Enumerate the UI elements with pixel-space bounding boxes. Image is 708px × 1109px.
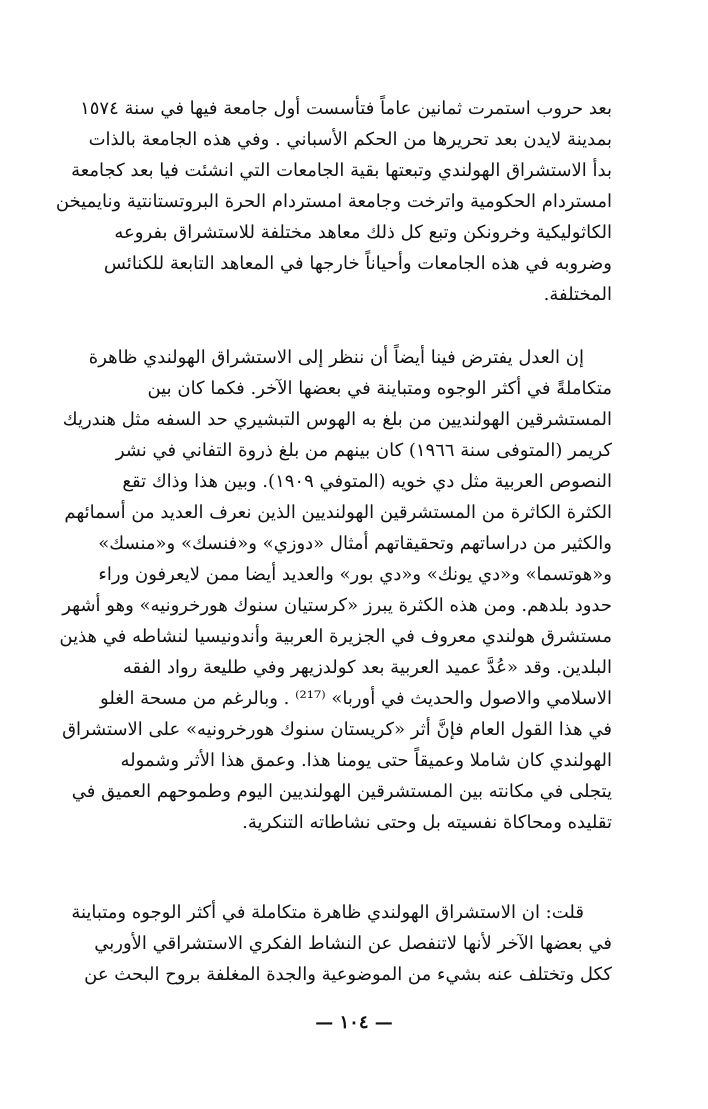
text-line: المستشرقين الهولنديين من بلغ به الهوس التبشيري حد السفه مثل هندريك (62, 409, 612, 430)
page-number: — ١٠٤ — (315, 1012, 393, 1033)
text-line: يتجلى في مكانته بين المستشرقين الهولنديين اليوم وطموحهم العميق في (71, 781, 612, 802)
text-line: الاسلامي والاصول والحديث في أوربا» ⁽²¹⁷⁾ . وبالرغم من مسحة الغلو (100, 688, 612, 709)
text-line: قلت: ان الاستشراق الهولندي ظاهرة متكاملة في أكثر الوجوه ومتباينة (71, 902, 584, 923)
text-line: وضروبه في هذه الجامعات وأحياناً خارجها في المعاهد التابعة للكنائس (103, 253, 612, 274)
text-line: الكاثوليكية وخرونكن وتبع كل ذلك معاهد مختلفة للاستشراق بفروعه (114, 222, 612, 243)
text-line: إن العدل يفترض فينا أيضاً أن ننظر إلى الاستشراق الهولندي ظاهرة (88, 347, 584, 368)
text-line: مستشرق هولندي معروف في الجزيرة العربية وأندونيسيا لنشاطه في هذين (59, 626, 612, 647)
text-line: في هذا القول العام فإنَّ أثر «كريستان سنوك هورخرونيه» على الاستشراق (62, 719, 612, 740)
text-line: ككل وتختلف عنه بشيء من الموضوعية والجدة المغلفة بروح البحث عن (84, 964, 612, 985)
text-line: متكاملةً في أكثر الوجوه ومتباينة في بعضها الآخر. فكما كان بين (147, 378, 612, 399)
text-line: كريمر (المتوفى سنة ١٩٦٦) كان بينهم من بلغ ذروة التفاني في نشر (115, 440, 612, 461)
paragraph-1 (55, 93, 612, 310)
text-line: الهولندي كان شاملا وعميقاً حتى يومنا هذا. وعمق هذا الأثر وشموله (120, 750, 612, 771)
text-line: و«هوتسما» و«دي يونك» و«دي بور» والعديد أيضا ممن لايعرفون وراء (98, 564, 612, 585)
text-line: امستردام الحكومية واترخت وجامعة امستردام الحرة البروتستانتية ونايميخن (55, 191, 612, 212)
text-line: بدأ الاستشراق الهولندي وتبعتها بقية الجامعات التي انشئت فيا بعد كجامعة (71, 160, 612, 181)
text-line: في بعضها الآخر لأنها لاتنفصل عن النشاط الفكري الاستشراقي الأوربي (94, 933, 612, 954)
text-line: النصوص العربية مثل دي خويه (المتوفي ١٩٠٩). وبين هذا وذاك تقع (122, 471, 612, 492)
text-line: حدود بلدهم. ومن هذه الكثرة يبرز «كرستيان سنوك هورخرونيه» وهو أشهر (62, 595, 612, 616)
text-line: بعد حروب استمرت ثمانين عاماً فتأسست أول جامعة فيها في سنة ١٥٧٤ (80, 98, 612, 119)
text-line: البلدين. وقد «عُدَّ عميد العربية بعد كولدزيهر وفي طليعة رواد الفقه (122, 657, 612, 678)
text-line: والكثير من دراساتهم وتحقيقاتهم أمثال «دوزي» و«فنسك» و«منسك» (98, 533, 612, 554)
paragraph-2 (59, 342, 612, 838)
text-line: تقليده ومحاكاة نفسيته بل وحتى نشاطاته التنكرية. (242, 812, 612, 833)
text-line: المختلفة. (543, 284, 612, 305)
text-line: الكثرة الكاثرة من المستشرقين الهولنديين الذين نعرف العديد من أسمائهم (64, 502, 612, 523)
text-line: بمدينة لايدن بعد تحريرها من الحكم الأسباني . وفي هذه الجامعة بالذات (88, 129, 612, 150)
paragraph-3 (71, 897, 612, 990)
